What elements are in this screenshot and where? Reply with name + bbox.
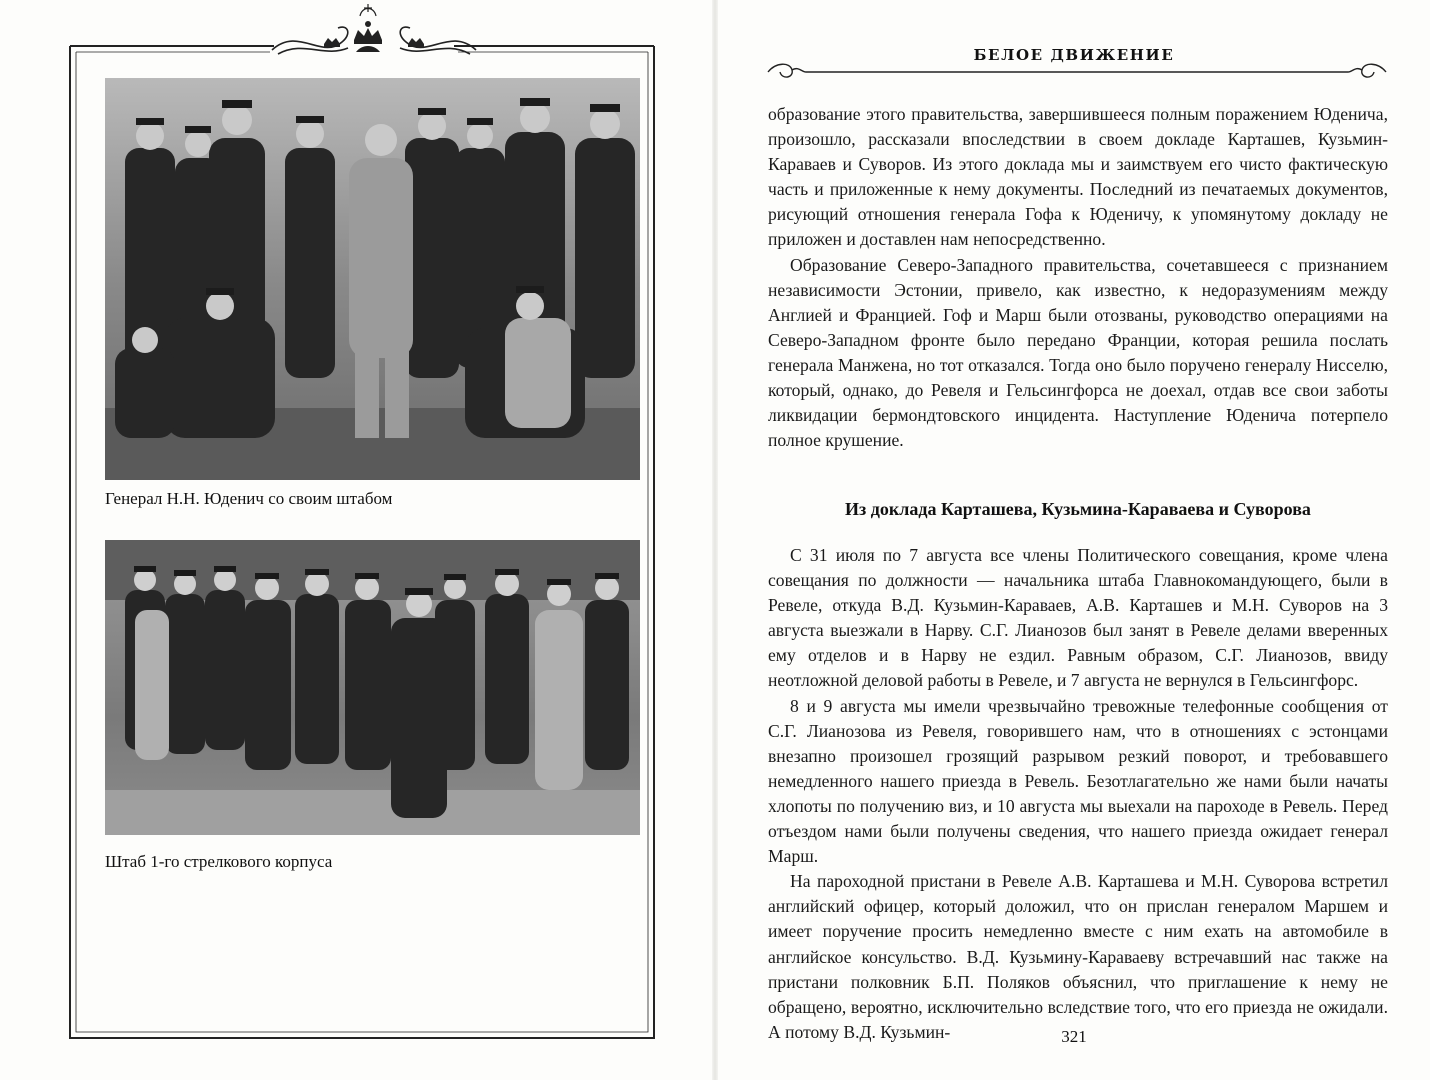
report-text-block — [768, 543, 1388, 1045]
paragraph: Образование Северо-Западного правительства, сочетавшееся с признанием независимости Эстонии, привело, как известно, к недоразумениям между Англией и Францией. Гоф и Марш были отозваны, руководство операциями на Северо-Западном фронте было передано Франции, которая решила послать генерала Манжена, но тот отказался. Тогда оно было поручено генералу Нисселю, который, однако, до Ревеля и Гельсингфорса не доехал, отдав все свои заботы ликвидации бермондтовского инцидента. Наступление Юденича потерпело полное крушение. — [768, 254, 1388, 451]
paragraph: С 31 июля по 7 августа все члены Политического совещания, кроме члена совещания по должности — начальника штаба Главнокомандующего, были в Ревеле, откуда В.Д. Кузьмин-Караваев, А.В. Карташев и М.Н. Суворов на 3 августа выезжали в Нарву. С.Г. Лианозов был занят в Ревеле делами вверенных ему отделов и в Нарву не ездил. Равным образом, С.Г. Лианозов, ввиду неотложной деловой работы в Ревеле, и 7 августа не вернулся в Гельсингфорс. — [768, 545, 1388, 691]
section-heading: Из доклада Карташева, Кузьмина-Караваева и Суворова — [845, 499, 1311, 519]
left-page — [0, 0, 712, 1080]
photo-first-rifle-corps-staff — [105, 540, 640, 835]
flourish-rule-icon — [762, 60, 1392, 84]
paragraph: На пароходной пристани в Ревеле А.В. Карташева и М.Н. Суворова встретил английский офицер, который доложил, что он прислан генералом Маршем и имеет поручение просить немедленно вместе с ним ехать на автомобиле в английское консульство. В.Д. Кузьмину-Караваеву встречавший нас также на пристани полковник Б.П. Поляков объяснил, что приглашение к нему не обращено, вероятно, исключительно вследствие того, что его приезда не ожидали. А потому В.Д. Кузьмин- — [768, 871, 1388, 1042]
photo-yudenich-staff — [105, 78, 640, 480]
intro-text-block — [768, 102, 1388, 453]
page-number: 321 — [1061, 1027, 1087, 1046]
right-page — [718, 0, 1430, 1080]
photo-caption-1: Генерал Н.Н. Юденич со своим штабом — [105, 489, 393, 508]
paragraph: 8 и 9 августа мы имели чрезвычайно тревожные телефонные сообщения от С.Г. Лианозова из Ревеля, говорившего нам, что в отношениях с эстонцами внезапно произошел грозящий разрывом резкий поворот, и требовавшего немедленного нашего приезда в Ревель. Безотлагательно же нами были начаты хлопоты по получению виз, и 10 августа мы выехали на пароходе в Ревель. Перед отъездом нами были получены сведения, что нашего приезда ожидает генерал Марш. — [768, 695, 1388, 867]
running-head: БЕЛОЕ ДВИЖЕНИЕ — [973, 46, 1175, 64]
paragraph: образование этого правительства, завершившееся полным поражением Юденича, произошло, рассказали впоследствии в своем докладе Карташев, Кузьмин-Караваев и Суворов. Из этого доклада мы и заимствуем его чисто фактическую часть и приложенные к нему документы. Последний из печатаемых документов, рисующий отношения генерала Гофа к Юденичу, к упомянутому докладу не приложен и доставлен нам непосредственно. — [768, 104, 1388, 250]
photo-caption-2: Штаб 1-го стрелкового корпуса — [105, 852, 333, 871]
